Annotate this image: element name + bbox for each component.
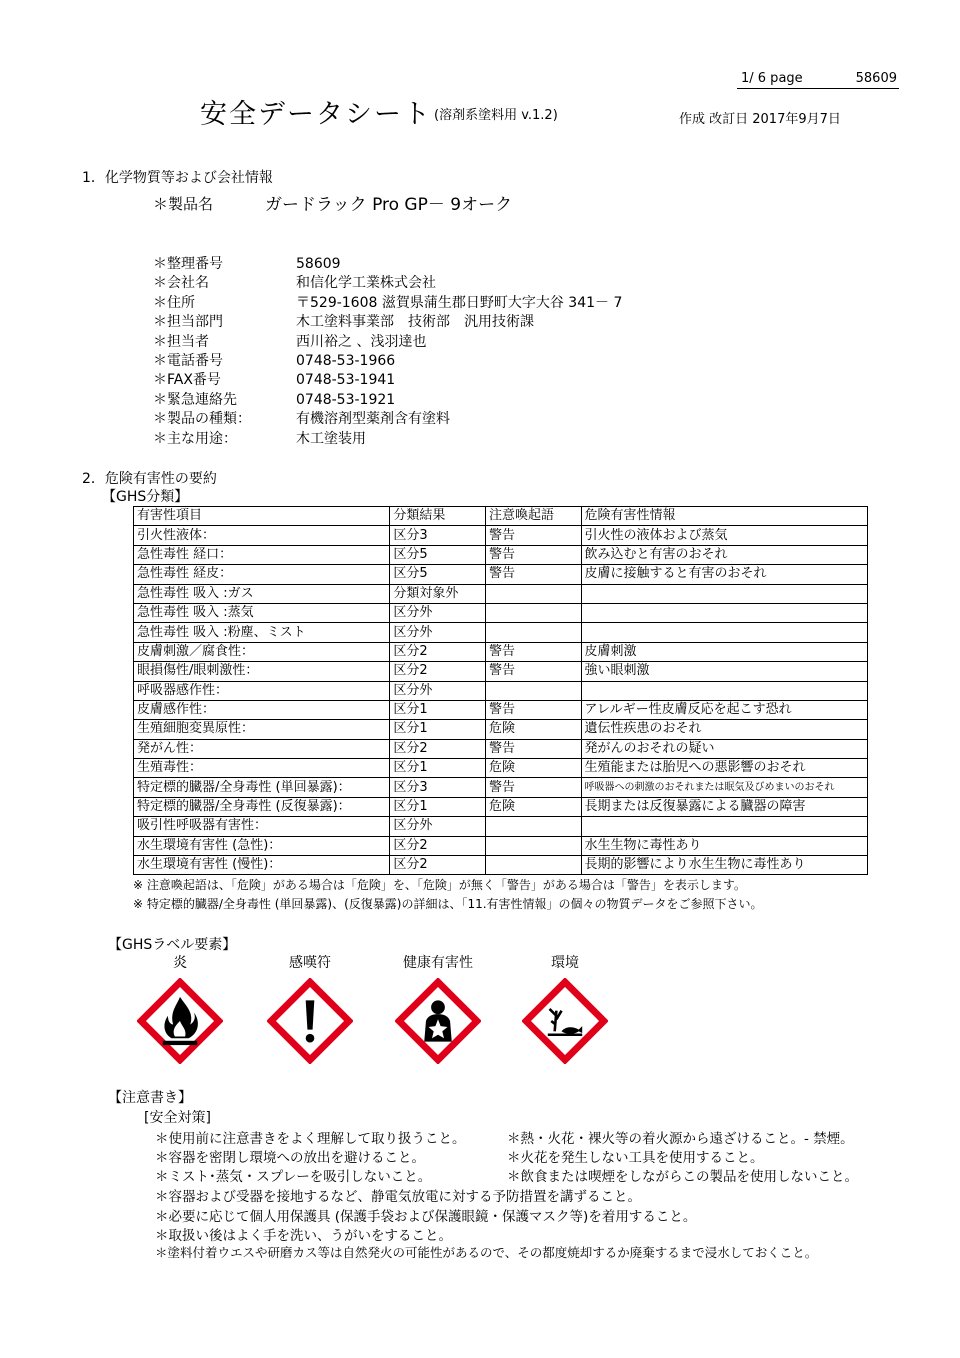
- page-info: [737, 70, 899, 89]
- table-cell: 分類対象外: [390, 584, 486, 603]
- table-row: [134, 836, 868, 855]
- info-label: ＊FAX番号: [153, 372, 221, 389]
- table-row: [134, 545, 868, 564]
- table-cell: [485, 681, 581, 700]
- table-cell: 皮膚刺激／腐食性：: [134, 642, 390, 661]
- safety-item: ＊容器を密閉し環境への放出を避けること。: [155, 1150, 425, 1166]
- pictogram-caption: 感嘆符: [289, 955, 331, 971]
- table-cell: 区分2: [390, 856, 486, 875]
- table-cell: 区分1: [390, 700, 486, 719]
- table-cell: 引火性液体：: [134, 526, 390, 545]
- table-cell: [485, 584, 581, 603]
- table-cell: 区分3: [390, 526, 486, 545]
- table-row: [134, 759, 868, 778]
- note-1: ※ 注意喚起語は、「危険」がある場合は「危険」を、「危険」が無く「警告」がある場合は「警告」を表示します。: [133, 878, 746, 892]
- info-value: 西川裕之 、浅羽達也: [296, 333, 427, 350]
- document-number: 58609: [855, 71, 897, 86]
- flame-icon: [137, 978, 223, 1064]
- ghs-classification-heading: 【GHS分類】: [102, 489, 189, 505]
- table-row: [134, 603, 868, 622]
- ghs-classification-table: [133, 506, 868, 875]
- column-header: 有害性項目: [134, 507, 390, 526]
- table-cell: 飲み込むと有害のおそれ: [581, 545, 867, 564]
- table-cell: 皮膚感作性：: [134, 700, 390, 719]
- info-label: ＊緊急連絡先: [153, 391, 237, 408]
- section-1-heading: 1．化学物質等および会社情報: [82, 170, 273, 186]
- info-label: ＊電話番号: [153, 352, 223, 369]
- table-row: [134, 681, 868, 700]
- pictogram-exclamation: [250, 952, 370, 1064]
- environment-icon: [522, 978, 608, 1064]
- table-row: [134, 817, 868, 836]
- table-cell: 区分2: [390, 662, 486, 681]
- table-cell: 水生生物に毒性あり: [581, 836, 867, 855]
- safety-item: ＊飲食または喫煙をしながらこの製品を使用しないこと。: [507, 1169, 858, 1185]
- product-label: ＊製品名: [153, 195, 214, 213]
- table-cell: 区分外: [390, 681, 486, 700]
- table-cell: 危険: [485, 797, 581, 816]
- table-cell: 区分2: [390, 836, 486, 855]
- table-cell: 区分2: [390, 739, 486, 758]
- safety-item: ＊ミスト･蒸気・スプレーを吸引しないこと。: [155, 1169, 432, 1185]
- table-cell: [485, 623, 581, 642]
- safety-item: ＊塗料付着ウエスや研磨カス等は自然発火の可能性があるので、その都度焼却するか廃棄するまで浸水しておくこと。: [155, 1245, 818, 1260]
- health-hazard-icon: [395, 978, 481, 1064]
- exclamation-icon: [267, 978, 353, 1064]
- pictogram-caption: 健康有害性: [403, 955, 473, 971]
- table-cell: [485, 836, 581, 855]
- table-cell: 警告: [485, 642, 581, 661]
- table-cell: 警告: [485, 545, 581, 564]
- table-cell: 急性毒性 経皮：: [134, 565, 390, 584]
- table-cell: 発がんのおそれの疑い: [581, 739, 867, 758]
- table-cell: 急性毒性 吸入 :ガス: [134, 584, 390, 603]
- table-row: [134, 526, 868, 545]
- table-header-row: [134, 507, 868, 526]
- table-row: [134, 797, 868, 816]
- table-cell: 特定標的臓器/全身毒性 (反復暴露)：: [134, 797, 390, 816]
- table-cell: 特定標的臓器/全身毒性 (単回暴露)：: [134, 778, 390, 797]
- info-label: ＊製品の種類：: [153, 411, 251, 428]
- table-cell: 皮膚刺激: [581, 642, 867, 661]
- column-header: 分類結果: [390, 507, 486, 526]
- table-cell: 生殖能または胎児への悪影響のおそれ: [581, 759, 867, 778]
- table-row: [134, 623, 868, 642]
- section-2-heading: 2．危険有害性の要約: [82, 471, 217, 487]
- safety-item: ＊使用前に注意書きをよく理解して取り扱うこと。: [155, 1131, 466, 1147]
- safety-item: ＊火花を発生しない工具を使用すること。: [507, 1150, 764, 1166]
- safety-item: ＊取扱い後はよく手を洗い、うがいをすること。: [155, 1228, 452, 1244]
- table-cell: 警告: [485, 565, 581, 584]
- table-cell: 急性毒性 経口：: [134, 545, 390, 564]
- table-cell: 区分1: [390, 797, 486, 816]
- table-cell: 警告: [485, 662, 581, 681]
- info-value: 58609: [296, 256, 341, 272]
- info-label: ＊住所: [153, 294, 195, 311]
- table-row: [134, 700, 868, 719]
- table-row: [134, 662, 868, 681]
- table-cell: 区分5: [390, 545, 486, 564]
- table-cell: [485, 817, 581, 836]
- table-cell: 呼吸器感作性：: [134, 681, 390, 700]
- column-header: 危険有害性情報: [581, 507, 867, 526]
- table-cell: [485, 603, 581, 622]
- table-cell: [581, 623, 867, 642]
- table-cell: 遺伝性疾患のおそれ: [581, 720, 867, 739]
- table-row: [134, 856, 868, 875]
- table-cell: [581, 681, 867, 700]
- table-cell: [581, 603, 867, 622]
- info-value: 木工塗装用: [296, 430, 366, 447]
- table-cell: 呼吸器への刺激のおそれまたは眠気及びめまいのおそれ: [581, 778, 867, 797]
- table-cell: 区分外: [390, 623, 486, 642]
- table-cell: 発がん性：: [134, 739, 390, 758]
- table-cell: 区分2: [390, 642, 486, 661]
- pictogram-caption: 環境: [551, 955, 579, 971]
- table-cell: [581, 584, 867, 603]
- pictogram-caption: 炎: [173, 955, 187, 971]
- safety-item: ＊容器および受器を接地するなど、静電気放電に対する予防措置を講ずること。: [155, 1189, 641, 1205]
- table-cell: 危険: [485, 759, 581, 778]
- info-value: 有機溶剤型薬剤含有塗料: [296, 411, 450, 428]
- table-row: [134, 584, 868, 603]
- info-label: ＊主な用途：: [153, 430, 237, 447]
- table-row: [134, 720, 868, 739]
- table-cell: 生殖毒性：: [134, 759, 390, 778]
- table-cell: 区分5: [390, 565, 486, 584]
- table-row: [134, 642, 868, 661]
- table-cell: 水生環境有害性 (慢性)：: [134, 856, 390, 875]
- pictogram-health-hazard: [378, 952, 498, 1064]
- precautions-heading: 【注意書き】: [108, 1090, 192, 1106]
- note-2: ※ 特定標的臓器/全身毒性 (単回暴露)、(反復暴露)の詳細は、「11.有害性情報」の個々の物質データをご参照下さい。: [133, 897, 763, 911]
- table-row: [134, 778, 868, 797]
- table-cell: 区分外: [390, 603, 486, 622]
- table-cell: 区分1: [390, 720, 486, 739]
- info-label: ＊担当部門: [153, 314, 223, 331]
- info-label: ＊整理番号: [153, 256, 223, 272]
- table-cell: 区分3: [390, 778, 486, 797]
- document-title: 安全データシート: [200, 99, 432, 130]
- info-value: 和信化学工業株式会社: [296, 275, 436, 292]
- table-cell: 水生環境有害性 (急性)：: [134, 836, 390, 855]
- info-value: 0748-53-1966: [296, 352, 396, 369]
- info-value: 木工塗料事業部 技術部 汎用技術課: [296, 314, 534, 331]
- table-cell: 警告: [485, 526, 581, 545]
- info-value: 0748-53-1921: [296, 391, 396, 408]
- safety-item: ＊熱・火花・裸火等の着火源から遠ざけること。- 禁煙。: [507, 1131, 854, 1147]
- table-cell: 急性毒性 吸入 :蒸気: [134, 603, 390, 622]
- table-cell: [581, 817, 867, 836]
- safety-item: ＊必要に応じて個人用保護具 (保護手袋および保護眼鏡・保護マスク等)を着用すること。: [155, 1209, 697, 1225]
- table-cell: 強い眼刺激: [581, 662, 867, 681]
- info-value: 0748-53-1941: [296, 372, 396, 389]
- pictogram-flame: [120, 952, 240, 1064]
- table-cell: 眼損傷性/眼刺激性：: [134, 662, 390, 681]
- table-cell: 生殖細胞変異原性：: [134, 720, 390, 739]
- table-cell: 急性毒性 吸入 :粉塵、ミスト: [134, 623, 390, 642]
- info-label: ＊担当者: [153, 333, 209, 350]
- table-cell: 吸引性呼吸器有害性：: [134, 817, 390, 836]
- page-number: 1/ 6 page: [741, 71, 803, 86]
- table-cell: 長期的影響により水生生物に毒性あり: [581, 856, 867, 875]
- table-row: [134, 739, 868, 758]
- table-cell: 引火性の液体および蒸気: [581, 526, 867, 545]
- table-cell: 皮膚に接触すると有害のおそれ: [581, 565, 867, 584]
- table-cell: 長期または反復暴露による臓器の障害: [581, 797, 867, 816]
- table-cell: 危険: [485, 720, 581, 739]
- table-cell: アレルギー性皮膚反応を起こす恐れ: [581, 700, 867, 719]
- table-row: [134, 565, 868, 584]
- ghs-label-heading: 【GHSラベル要素】: [108, 937, 237, 953]
- info-value: 〒529-1608 滋賀県蒲生郡日野町大字大谷 341－ 7: [296, 294, 623, 311]
- safety-measures-heading: [安全対策]: [144, 1110, 211, 1126]
- table-cell: 区分1: [390, 759, 486, 778]
- info-label: ＊会社名: [153, 275, 209, 292]
- table-cell: 警告: [485, 739, 581, 758]
- table-cell: [485, 856, 581, 875]
- revision-date: 作成 改訂日 2017年9月7日: [679, 112, 841, 127]
- product-name: ガードラック Pro GP－ 9オーク: [265, 195, 513, 215]
- pictogram-environment: [505, 952, 625, 1064]
- column-header: 注意喚起語: [485, 507, 581, 526]
- table-cell: 警告: [485, 778, 581, 797]
- table-cell: 警告: [485, 700, 581, 719]
- table-cell: 区分外: [390, 817, 486, 836]
- document-subtitle: (溶剤系塗料用 v.1.2): [434, 108, 558, 123]
